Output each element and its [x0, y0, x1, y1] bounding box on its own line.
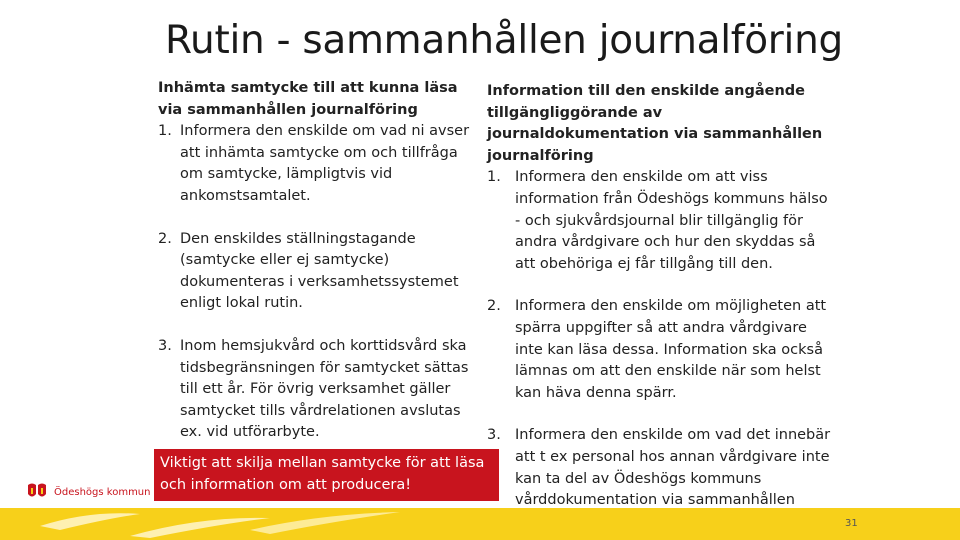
page-number: 31	[845, 518, 858, 529]
list-number: 1.	[158, 123, 172, 140]
list-text: Den enskildes ställningstagande (samtycke eller ej samtycke) dokumenteras i verksamhetssystemet enligt lokal rutin.	[180, 230, 459, 312]
information-column	[487, 81, 837, 533]
list-item	[158, 336, 478, 444]
callout-box: Viktigt att skilja mellan samtycke för att läsa och information om att producera!	[154, 449, 499, 501]
footer-swoosh-decoration	[0, 496, 420, 540]
list-item	[487, 296, 837, 404]
page-title: Rutin - sammanhållen journalföring	[165, 18, 843, 63]
list-item	[158, 121, 478, 207]
consent-heading: Inhämta samtycke till att kunna läsa via sammanhållen journalföring	[158, 80, 458, 118]
list-item	[487, 167, 837, 275]
list-item	[158, 229, 478, 315]
list-text: Informera den enskilde om vad ni avser att inhämta samtycke om och tillfråga om samtycke, lämpligtvis vid ankomstsamtalet.	[180, 123, 470, 204]
list-number: 2.	[487, 298, 501, 315]
information-heading: Information till den enskilde angående tillgängliggörande av journaldokumentation via sammanhållen journalföring	[487, 83, 823, 164]
consent-column	[158, 78, 478, 444]
list-number: 2.	[158, 230, 172, 247]
list-text: Informera den enskilde om att viss information från Ödeshögs kommuns hälso - och sjukvårdsjournal blir tillgänglig för andra vårdgivare och hur den skyddas så att obehöriga ej får tillgång till den.	[515, 169, 828, 272]
list-number: 3.	[487, 427, 501, 444]
list-number: 3.	[158, 337, 172, 354]
logo-text: Ödeshögs kommun	[54, 486, 151, 498]
list-text: Inom hemsjukvård och korttidsvård ska tidsbegränsningen för samtycket sättas till ett år. För övrig verksamhet gäller samtycket tills vårdrelationen avslutas ex. vid utförarbyte.	[180, 337, 469, 441]
list-number: 1.	[487, 169, 501, 186]
list-text: Informera den enskilde om vad det innebär att t ex personal hos annan vårdgivare inte kan ta del av Ödeshögs kommuns vårddokumentation via sammanhållen	[515, 427, 831, 509]
list-text: Informera den enskilde om möjligheten att spärra uppgifter så att andra vårdgivare inte kan läsa dessa. Information ska också lämnas om att den enskilde när som helst kan häva denna spärr.	[515, 298, 827, 401]
